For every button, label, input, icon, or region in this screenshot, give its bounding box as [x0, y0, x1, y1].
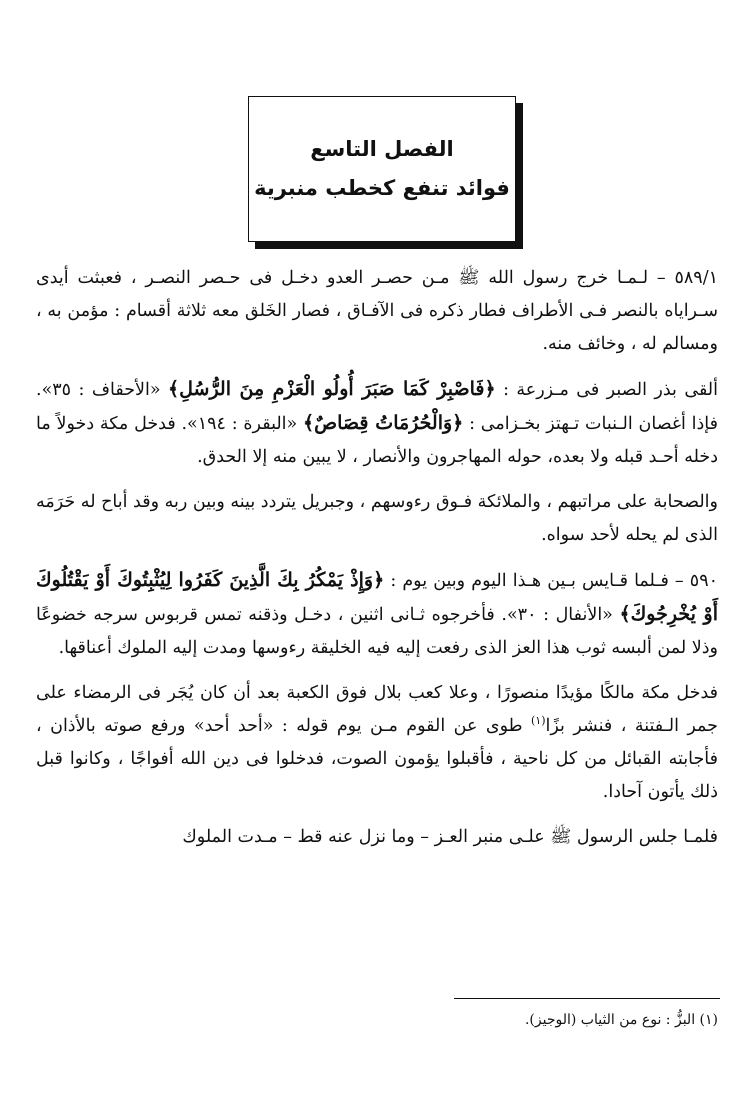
paragraph-text: «الأنفال : ٣٠». فأخرجوه ثـانى اثنين ، دخـل وذقنه تمس قربوس سرجه خضوعًا وذلا لمن ألبسه ثوب هذا العز الذى رفعت إليه فيه الخليقة رءوسها ومدت إليه الملوك أعناقها. — [36, 605, 718, 658]
paragraph-text: طوى عن القوم مـن يوم قوله : «أحد أحد» ورفع صوته بالأذان ، فأجابته القبائل من كل ناحية ، فأقبلوا يؤمون الصوت، فدخلوا فى دين الله أفواجًا ، وكانوا قبل ذلك يأتون آحادا. — [36, 716, 718, 802]
paragraph-text: فدخل مكة مالكًا مؤيدًا منصورًا ، وعلا كعب بلال فوق الكعبة بعد أن كان يُجَر فى الرمضاء على جمر الـفتنة ، فنشر بزًا — [36, 683, 718, 736]
quran-verse: ﴿وَإِذْ يَمْكُرُ بِكَ الَّذِينَ كَفَرُوا لِيُثْبِتُوكَ أَوْ يَقْتُلُوكَ أَوْ يُخْرِجُوكَ﴾ — [36, 569, 718, 625]
footnote: (١) البزُّ : نوع من الثياب (الوجيز). — [524, 1012, 718, 1028]
paragraph-text: «الأحقاف : ٣٥». فإذا أغصان الـنبات تـهتز بخـزامى : — [36, 380, 719, 434]
chapter-number: الفصل التاسع — [310, 137, 454, 161]
paragraph-p6 — [36, 821, 718, 854]
chapter-heading-box — [248, 96, 516, 242]
paragraph-p1 — [36, 262, 718, 361]
body-text — [36, 262, 718, 866]
footnote-marker: (١) — [531, 714, 546, 728]
paragraph-text: «البقرة : ١٩٤». فدخل مكة دخولاً ما دخله أحـد قبله ولا بعده، حوله المهاجرون والأنصار ، لا يبين منه إلا الحدق. — [36, 414, 718, 467]
paragraph-text: ٥٩٠ – فـلما قـايس بـين هـذا اليوم وبين يوم : — [384, 571, 718, 591]
paragraph-text: والصحابة على مراتبهم ، والملائكة فـوق رءوسهم ، وجبريل يتردد بينه وبين ربه وقد أباح له حَرَمَه الذى لم يحله لأحد سواه. — [36, 492, 718, 545]
paragraph-text: فلمـا جلس الرسول ﷺ علـى منبر العـز – وما نزل عنه قط – مـدت الملوك — [182, 827, 718, 847]
paragraph-p5 — [36, 677, 718, 809]
paragraph-p2 — [36, 373, 718, 474]
footnote-divider — [454, 998, 720, 999]
paragraph-p4 — [36, 564, 718, 665]
quran-verse: ﴿فَاصْبِرْ كَمَا صَبَرَ أُولُو الْعَزْمِ مِنَ الرُّسُلِ﴾ — [168, 378, 496, 400]
chapter-title: فوائد تنفع كخطب منبرية — [254, 176, 510, 200]
paragraph-p3 — [36, 486, 718, 552]
paragraph-text: ٥٨٩/١ – لـمـا خرج رسول الله ﷺ مـن حصـر العدو دخـل فى حـصر النصـر ، فعبثت أيدى سـراياه بالنصر فـى الأطراف فطار ذكره فى الآفـاق ، فصار الخَلق معه ثلاثة أقسام : مؤمن به ، ومسالم له ، وخائف منه. — [36, 268, 718, 354]
quran-verse: ﴿وَالْحُرُمَاتُ قِصَاصٌ﴾ — [303, 412, 464, 434]
paragraph-text: ألقى بذر الصبر فى مـزرعة : — [495, 380, 718, 400]
